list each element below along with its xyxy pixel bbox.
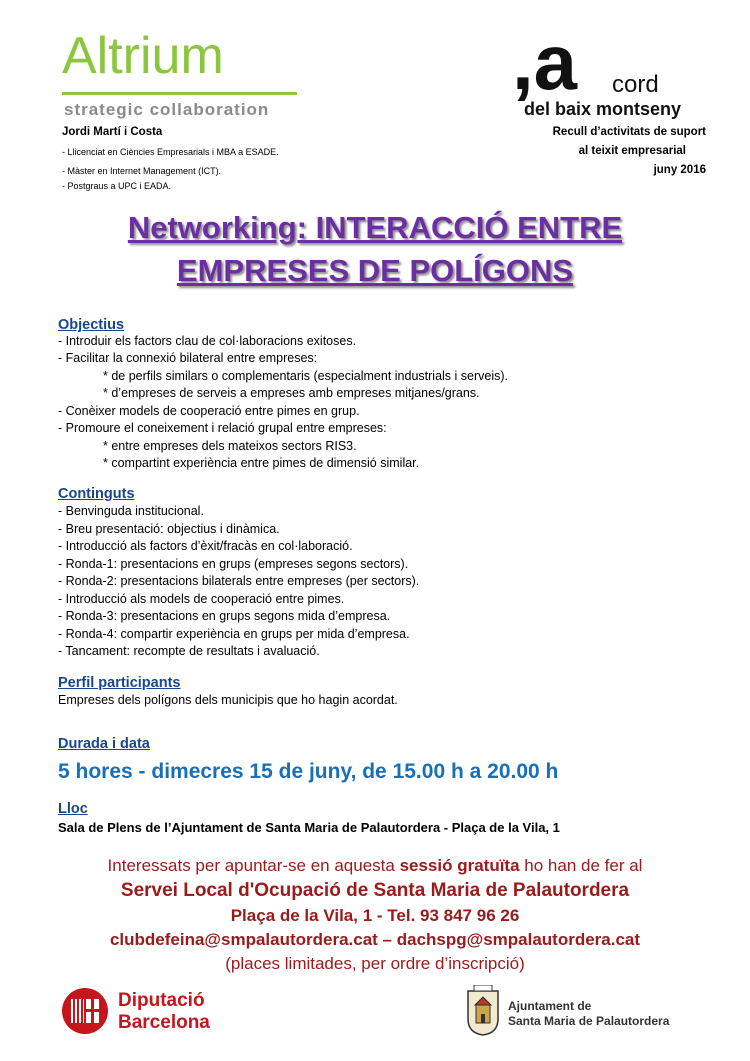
credential-line: - Llicenciat en Ciències Empresarials i MBA a ESADE. xyxy=(62,147,279,157)
list-item: - Ronda-2: presentacions bilaterals entre empreses (per sectors). xyxy=(58,574,420,588)
page-title: EMPRESES DE POLÍGONS xyxy=(176,253,574,288)
section-heading-lloc: Lloc xyxy=(58,801,88,817)
list-item: * d’empreses de serveis a empreses amb empreses mitjanes/grans. xyxy=(103,386,480,400)
inscripcio-text: ho han de fer al xyxy=(519,856,643,875)
list-item: - Promoure el coneixement i relació grupal entre empreses: xyxy=(58,421,387,435)
list-item: - Ronda-1: presentacions en grups (empreses segons sectors). xyxy=(58,557,409,571)
altrium-logo-word: Altrium xyxy=(62,27,224,85)
list-item: - Tancament: recompte de resultats i avaluació. xyxy=(58,644,320,658)
section-heading-objectius: Objectius xyxy=(58,317,125,333)
author-name: Jordi Martí i Costa xyxy=(62,126,163,138)
altrium-logo-rule xyxy=(62,92,297,95)
series-label: al teixit empresarial xyxy=(578,145,686,157)
section-heading-perfil: Perfil participants xyxy=(58,675,181,691)
diputacio-emblem-icon xyxy=(62,988,108,1034)
places-note: (places limitades, per ordre d’inscripció) xyxy=(225,954,525,973)
durada-text: 5 hores - dimecres 15 de juny, de 15.00 h a 20.00 h xyxy=(58,760,559,783)
inscripcio-emphasis: sessió gratuïta xyxy=(399,856,520,875)
list-item: - Breu presentació: objectius i dinàmica. xyxy=(58,522,280,536)
acord-logo-subtitle: del baix montseny xyxy=(524,99,682,119)
list-item: - Introducció als models de cooperació entre pimes. xyxy=(58,592,345,606)
section-heading-continguts: Continguts xyxy=(58,486,135,502)
acord-logo xyxy=(512,18,692,120)
page-title: Networking: INTERACCIÓ ENTRE xyxy=(127,210,623,245)
diputacio-name: Barcelona xyxy=(118,1012,210,1033)
acord-logo-word: cord xyxy=(612,71,659,98)
series-label: Recull d’activitats de suport xyxy=(552,126,706,138)
list-item: - Ronda-4: compartir experiència en grups per mida d’empresa. xyxy=(58,627,410,641)
diputacio-name: Diputació xyxy=(118,990,205,1011)
list-item: - Introducció als factors d’èxit/fracàs en col·laboració. xyxy=(58,539,353,553)
contact-address: Plaça de la Vila, 1 - Tel. 93 847 96 26 xyxy=(230,906,520,925)
credential-line: - Postgraus a UPC i EADA. xyxy=(62,181,172,191)
credential-line: - Màster en Internet Management (ICT). xyxy=(62,166,222,176)
section-heading-durada: Durada i data xyxy=(58,736,150,752)
servei-name: Servei Local d'Ocupació de Santa Maria de Palautordera xyxy=(120,880,630,901)
ajuntament-shield-icon xyxy=(466,985,500,1037)
ajuntament-name: Santa Maria de Palautordera xyxy=(508,1014,670,1028)
diputacio-logo xyxy=(62,988,262,1038)
contact-emails: clubdefeina@smpalautordera.cat – dachspg@smpalautordera.cat xyxy=(109,930,641,949)
list-item: - Ronda-3: presentacions en grups segons mida d’empresa. xyxy=(58,609,391,623)
list-item: - Introduir els factors clau de col·laboracions exitoses. xyxy=(58,334,357,348)
list-item: * de perfils similars o complementaris (especialment industrials i serveis). xyxy=(103,369,508,383)
list-item: - Facilitar la connexió bilateral entre empreses: xyxy=(58,351,318,365)
list-item: * entre empreses dels mateixos sectors RIS3. xyxy=(103,439,357,453)
inscripcio-line xyxy=(0,856,750,876)
inscripcio-text: Interessats per apuntar-se en aquesta xyxy=(107,856,400,875)
date-label: juny 2016 xyxy=(653,164,706,176)
ajuntament-name: Ajuntament de xyxy=(508,999,592,1013)
list-item: - Conèixer models de cooperació entre pimes en grup. xyxy=(58,404,360,418)
list-item: - Benvinguda institucional. xyxy=(58,504,204,518)
list-item: * compartint experiència entre pimes de dimensió similar. xyxy=(103,456,420,470)
lloc-text: Sala de Plens de l’Ajuntament de Santa Maria de Palautordera - Plaça de la Vila, 1 xyxy=(58,820,560,835)
altrium-logo xyxy=(62,27,302,122)
acord-logo-mark: ,a xyxy=(512,18,578,106)
altrium-logo-tagline: strategic collaboration xyxy=(64,100,270,119)
perfil-text: Empreses dels polígons dels municipis que ho hagin acordat. xyxy=(58,693,398,707)
ajuntament-logo xyxy=(466,985,706,1045)
